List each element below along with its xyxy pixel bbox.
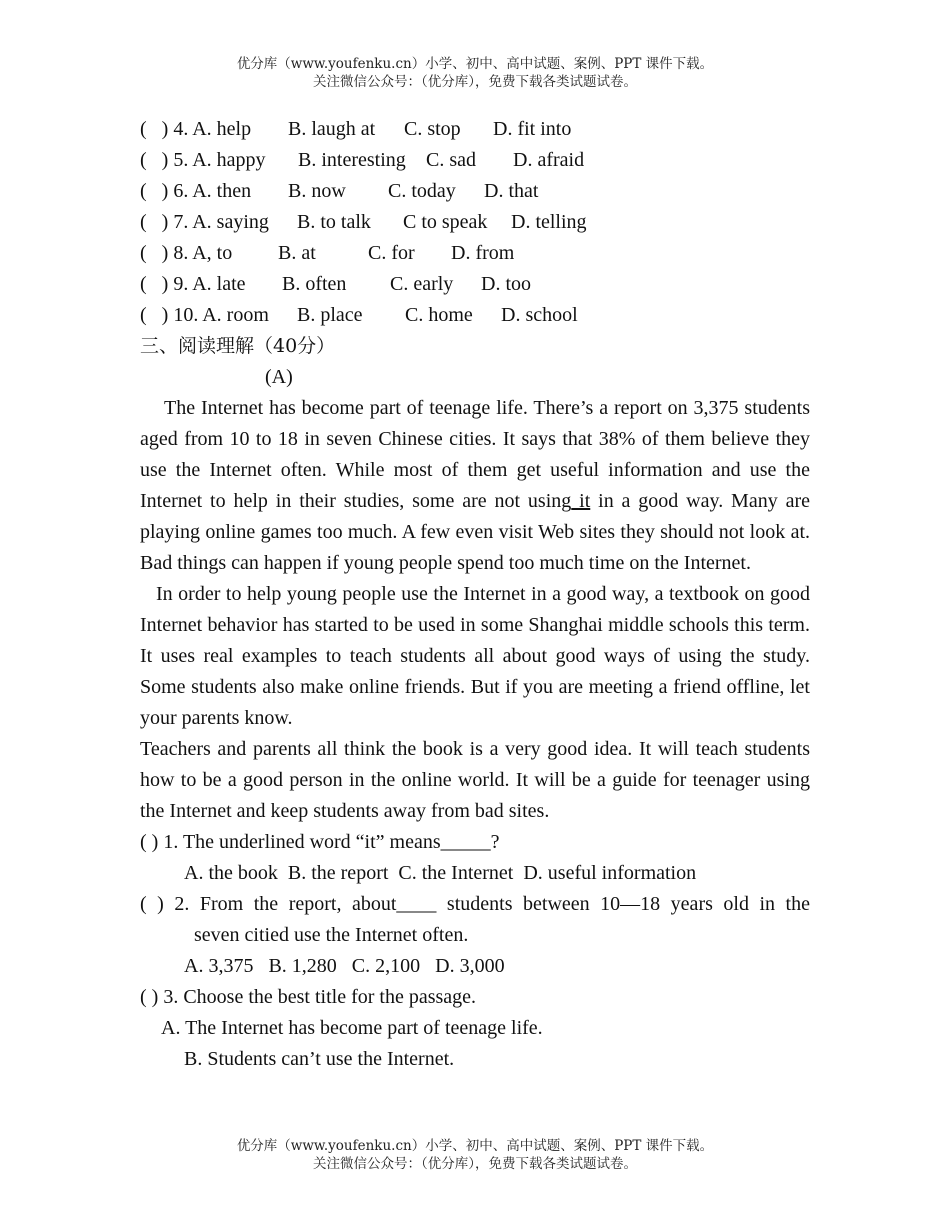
question-3: ( ) 3. Choose the best title for the passage. [140, 986, 477, 1008]
cloze-question-4 [140, 114, 810, 145]
question-1-options: A. the book B. the report C. the Internet D. useful information [184, 862, 697, 884]
cloze-8-c: C. for [368, 242, 415, 264]
passage-paragraph-2: In order to help young people use the Internet in a good way, a textbook on good Internet behavior has started to be used in some Shanghai middle schools this term. It uses real examples to teach students all about good ways of using the study. Some students also make online friends. But if you are meeting a friend offline, let your parents know. [140, 583, 810, 729]
cloze-9-c: C. early [390, 273, 454, 295]
cloze-6-c: C. today [388, 180, 456, 202]
question-3-option-a: A. The Internet has become part of teenage life. [161, 1017, 543, 1039]
cloze-7-a: ( ) 7. A. saying [140, 211, 269, 233]
cloze-10-b: B. place [297, 304, 363, 326]
section-title: 三、阅读理解（40分） [140, 335, 336, 357]
cloze-6-d: D. that [484, 180, 539, 202]
cloze-5-d: D. afraid [513, 149, 585, 171]
exam-content [140, 114, 810, 1075]
footer-line-2: 关注微信公众号：（优分库），免费下载各类试题试卷。 [313, 1156, 637, 1172]
passage-label: (A) [265, 366, 293, 388]
header-line-2: 关注微信公众号：（优分库），免费下载各类试题试卷。 [313, 74, 637, 90]
cloze-10-a: ( ) 10. A. room [140, 304, 269, 326]
cloze-7-d: D. telling [511, 211, 587, 233]
cloze-4-c: C. stop [404, 118, 461, 140]
question-2-options: A. 3,375 B. 1,280 C. 2,100 D. 3,000 [184, 955, 505, 977]
cloze-8-d: D. from [451, 242, 515, 264]
cloze-question-8 [140, 238, 810, 269]
question-1: ( ) 1. The underlined word “it” means_____? [140, 831, 500, 853]
cloze-6-b: B. now [288, 180, 346, 202]
cloze-9-b: B. often [282, 273, 347, 295]
cloze-8-a: ( ) 8. A, to [140, 242, 233, 264]
paragraph-1-text-cont: in a good way. Many are playing online games too much. A few even visit Web sites they should not look at. Bad things can happen if young people spend too much time on the Internet. [140, 490, 810, 574]
cloze-5-b: B. interesting [298, 149, 406, 171]
cloze-8-b: B. at [278, 242, 316, 264]
header-line-1: 优分库（www.youfenku.cn）小学、初中、高中试题、案例、PPT 课件下载。 [236, 56, 714, 72]
cloze-question-7 [140, 207, 810, 238]
passage-paragraph-1 [140, 393, 810, 579]
question-3-option-b: B. Students can’t use the Internet. [184, 1048, 455, 1070]
cloze-9-a: ( ) 9. A. late [140, 273, 246, 295]
cloze-4-a: ( ) 4. A. help [140, 118, 252, 140]
question-2-line-2: seven citied use the Internet often. [194, 924, 469, 946]
cloze-9-d: D. too [481, 273, 531, 295]
cloze-7-c: C to speak [403, 211, 488, 233]
cloze-question-6 [140, 176, 810, 207]
cloze-question-10 [140, 300, 810, 331]
cloze-5-c: C. sad [426, 149, 476, 171]
question-2-line-1: ( ) 2. From the report, about____ students between 10—18 years old in the [140, 893, 810, 915]
cloze-question-5 [140, 145, 810, 176]
cloze-4-b: B. laugh at [288, 118, 376, 140]
cloze-question-9 [140, 269, 810, 300]
paragraph-1-text: The Internet has become part of teenage life. There’s a report on 3,375 students aged from 10 to 18 in seven Chinese cities. It says that 38% of them believe they use the Internet often. While most of them get useful information and use the Internet to help in their studies, some are not using [140, 397, 810, 512]
page-header [0, 55, 950, 91]
underlined-word-it: it [571, 490, 591, 512]
question-2 [140, 889, 810, 951]
cloze-6-a: ( ) 6. A. then [140, 180, 252, 202]
page-footer [0, 1137, 950, 1173]
cloze-4-d: D. fit into [493, 118, 572, 140]
cloze-5-a: ( ) 5. A. happy [140, 149, 266, 171]
cloze-7-b: B. to talk [297, 211, 371, 233]
cloze-10-c: C. home [405, 304, 473, 326]
passage-paragraph-3: Teachers and parents all think the book is a very good idea. It will teach students how to be a good person in the online world. It will be a guide for teenager using the Internet and keep students away from bad sites. [140, 738, 810, 822]
cloze-10-d: D. school [501, 304, 578, 326]
footer-line-1: 优分库（www.youfenku.cn）小学、初中、高中试题、案例、PPT 课件下载。 [236, 1138, 714, 1154]
